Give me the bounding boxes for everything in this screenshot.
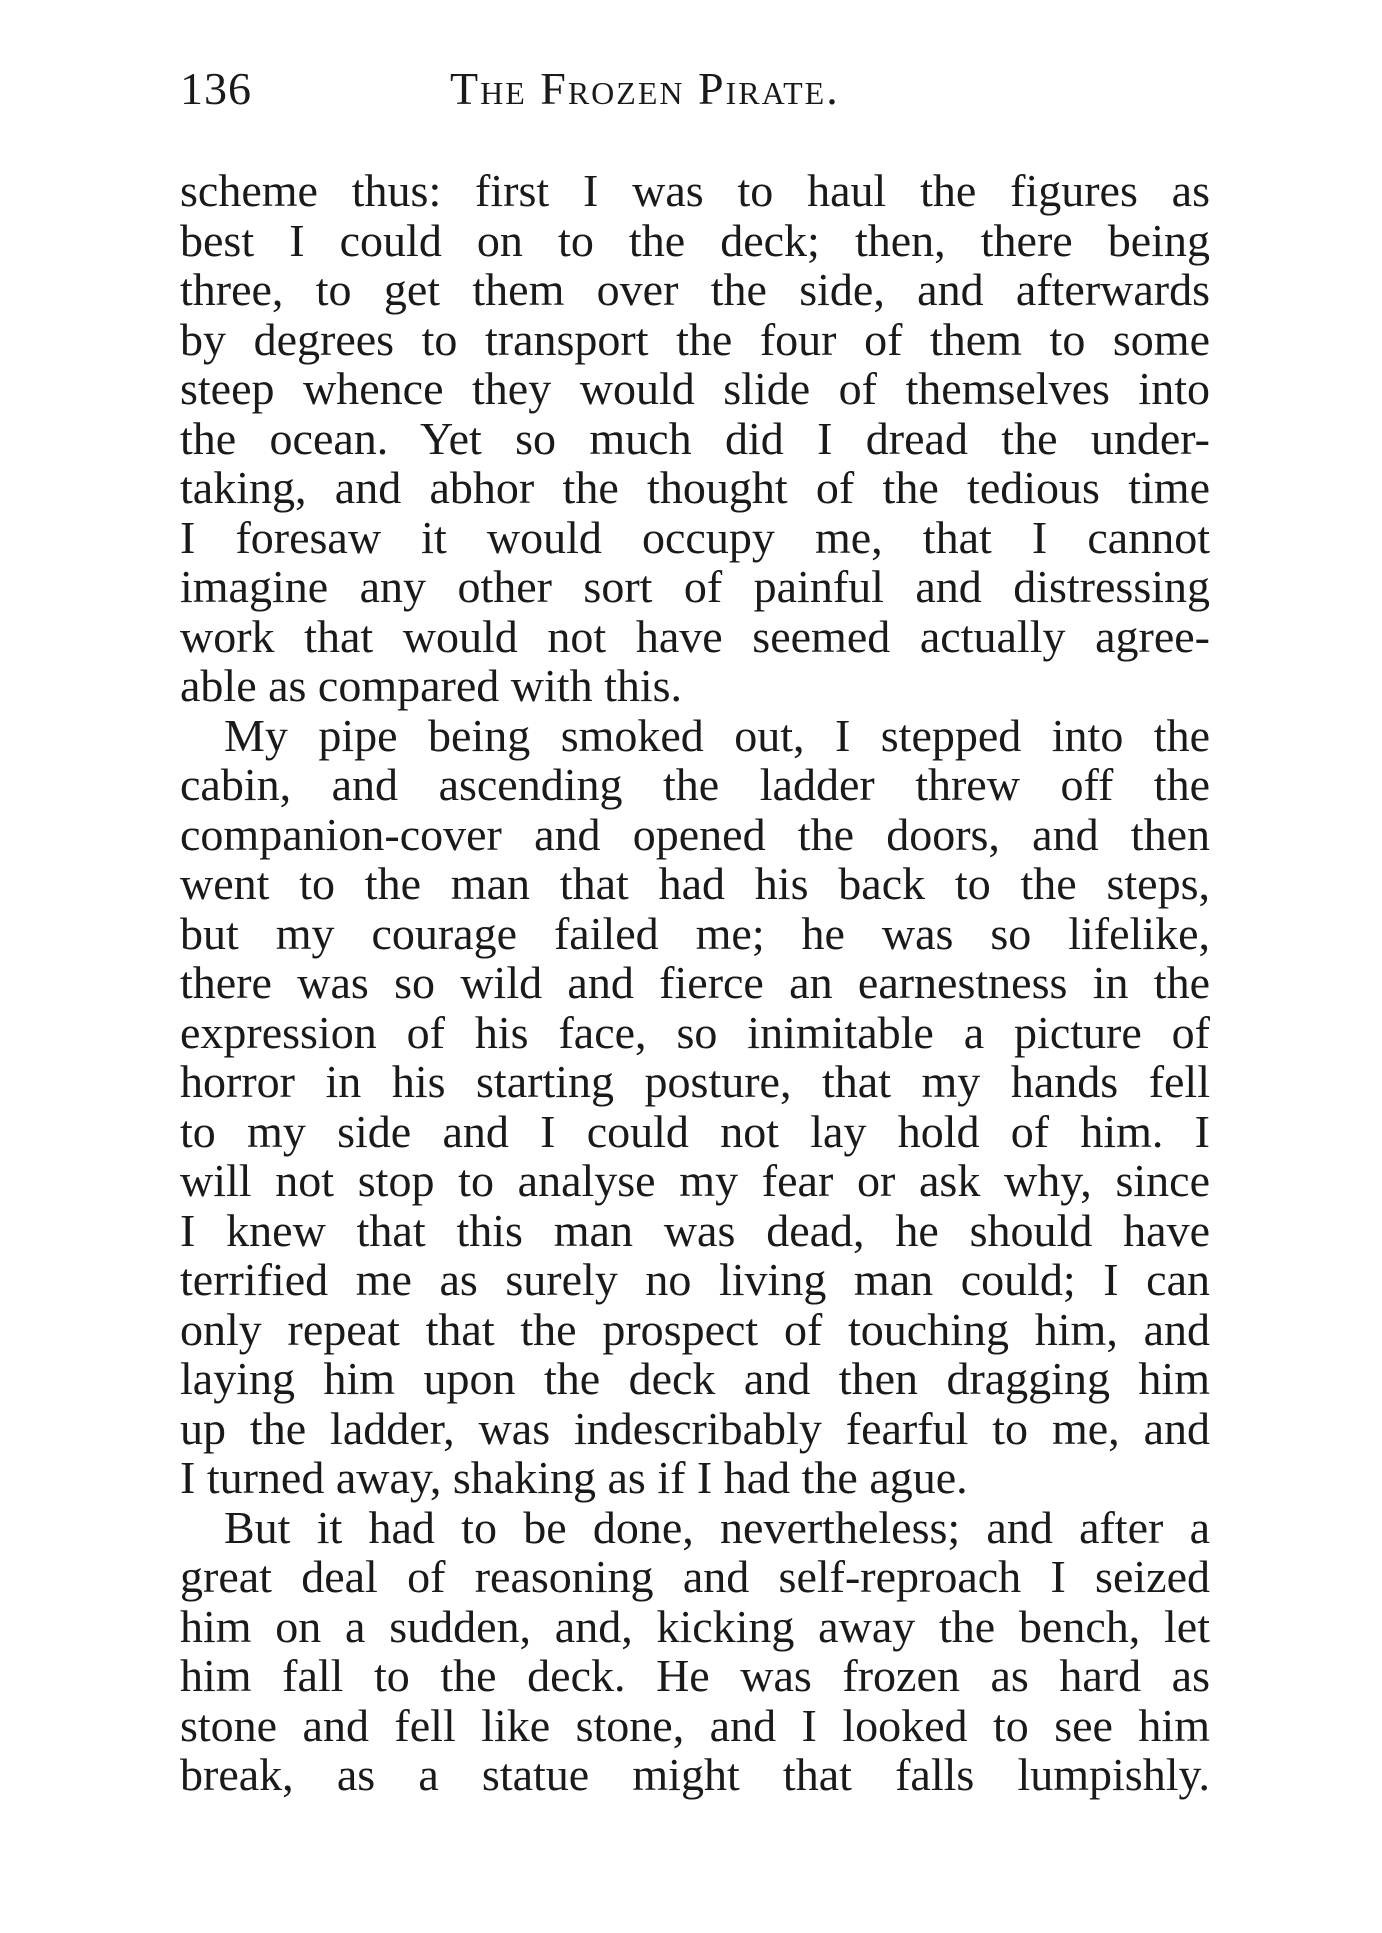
text-line: went to the man that had his back to the steps, <box>180 858 1210 909</box>
text-line: taking, and abhor the thought of the tedious time <box>180 462 1210 513</box>
text-line: best I could on to the deck; then, there being <box>180 214 1210 266</box>
text-line: companion-cover and opened the doors, and then <box>180 808 1210 860</box>
text-line: expression of his face, so inimitable a picture of <box>180 1006 1210 1058</box>
text-line: terrified me as surely no living man could; I can <box>180 1254 1210 1305</box>
text-line: up the ladder, was indescribably fearful to me, and <box>180 1402 1210 1454</box>
text-line: laying him upon the deck and then dragging him <box>180 1353 1210 1404</box>
text-line: to my side and I could not lay hold of him. I <box>180 1105 1210 1157</box>
text-line: great deal of reasoning and self-reproach I seized <box>180 1551 1210 1602</box>
running-title: The Frozen Pirate. <box>450 63 840 114</box>
text-line: stone and fell like stone, and I looked to see him <box>180 1699 1210 1751</box>
text-line: horror in his starting posture, that my hands fell <box>180 1056 1210 1107</box>
text-line: steep whence they would slide of themselves into <box>180 363 1210 414</box>
text-line: three, to get them over the side, and afterwards <box>180 264 1210 315</box>
text-line: by degrees to transport the four of them to some <box>180 313 1210 365</box>
text-line: I knew that this man was dead, he should have <box>180 1204 1210 1256</box>
text-line: him on a sudden, and, kicking away the bench, let <box>180 1600 1210 1652</box>
text-line: will not stop to analyse my fear or ask why, since <box>180 1155 1210 1206</box>
paragraph-end-line: able as compared with this. <box>180 660 683 711</box>
paragraph-end-line: I turned away, shaking as if I had the ague. <box>180 1452 968 1503</box>
paragraph-start-line: My pipe being smoked out, I stepped into the <box>224 709 1210 761</box>
text-line: the ocean. Yet so much did I dread the under- <box>180 412 1210 464</box>
paragraph-start-line: But it had to be done, nevertheless; and after a <box>224 1501 1210 1553</box>
text-line: cabin, and ascending the ladder threw off the <box>180 759 1210 810</box>
text-line: break, as a statue might that falls lumpishly. <box>180 1749 1210 1800</box>
text-line: him fall to the deck. He was frozen as hard as <box>180 1650 1210 1701</box>
page-number: 136 <box>180 63 252 114</box>
body-text <box>180 166 1210 1800</box>
text-line: work that would not have seemed actually agree- <box>180 610 1210 662</box>
text-line: I foresaw it would occupy me, that I cannot <box>180 511 1210 563</box>
text-line: there was so wild and fierce an earnestness in the <box>180 957 1210 1008</box>
page-header <box>180 62 1210 132</box>
text-line: only repeat that the prospect of touching him, and <box>180 1303 1210 1355</box>
text-line: scheme thus: first I was to haul the figures as <box>180 165 1210 216</box>
text-line: imagine any other sort of painful and distressing <box>180 561 1210 612</box>
text-line: but my courage failed me; he was so lifelike, <box>180 907 1210 959</box>
